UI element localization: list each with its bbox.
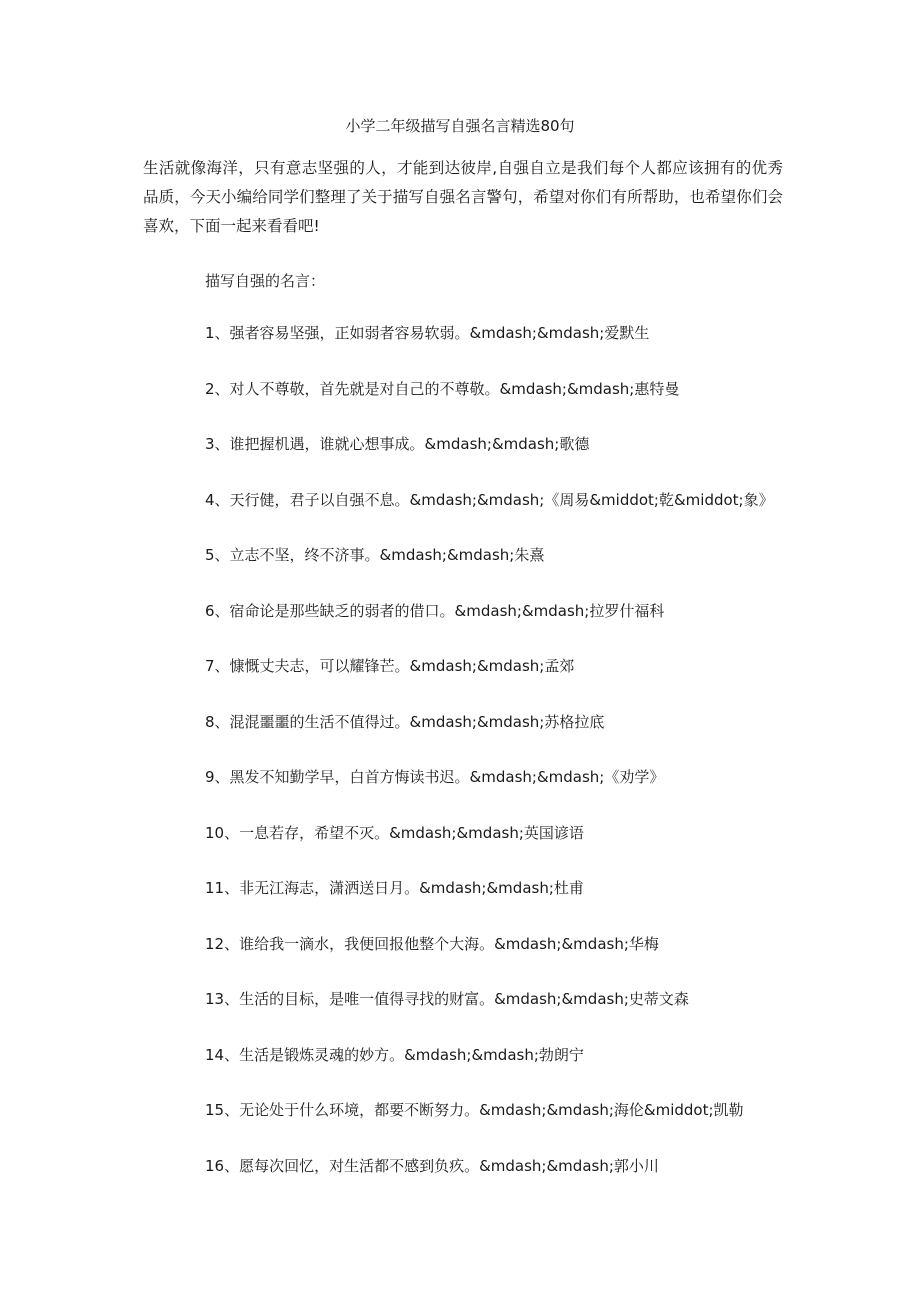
quote-item: 16、愿每次回忆，对生活都不感到负疚。&mdash;&mdash;郭小川 — [205, 1156, 659, 1175]
quote-item: 3、谁把握机遇，谁就心想事成。&mdash;&mdash;歌德 — [205, 435, 590, 453]
quote-item: 6、宿命论是那些缺乏的弱者的借口。&mdash;&mdash;拉罗什福科 — [205, 601, 665, 620]
quote-item: 13、生活的目标，是唯一值得寻找的财富。&mdash;&mdash;史蒂文森 — [205, 990, 689, 1008]
document-title: 小学二年级描写自强名言精选80句 — [345, 117, 575, 135]
intro-paragraph: 生活就像海洋，只有意志坚强的人，才能到达彼岸,自强自立是我们每个人都应该拥有的优秀品质，今天小编给同学们整理了关于描写自强名言警句，希望对你们有所帮助，也希望你们会喜欢，下面一起来看看吧! — [143, 159, 783, 235]
quote-item: 11、非无江海志，潇洒送日月。&mdash;&mdash;杜甫 — [205, 879, 584, 897]
quote-item: 7、慷慨丈夫志，可以耀锋芒。&mdash;&mdash;孟郊 — [205, 657, 575, 675]
quote-item: 2、对人不尊敬，首先就是对自己的不尊敬。&mdash;&mdash;惠特曼 — [205, 379, 680, 398]
quote-item: 4、天行健，君子以自强不息。&mdash;&mdash;《周易&middot;乾&middot;象》 — [205, 490, 774, 509]
quote-item: 1、强者容易坚强，正如弱者容易软弱。&mdash;&mdash;爱默生 — [205, 324, 650, 342]
quote-item: 15、无论处于什么环境，都要不断努力。&mdash;&mdash;海伦&middot;凯勒 — [205, 1101, 744, 1119]
quote-item: 8、混混噩噩的生活不值得过。&mdash;&mdash;苏格拉底 — [205, 712, 605, 731]
quote-item: 5、立志不坚，终不济事。&mdash;&mdash;朱熹 — [205, 546, 545, 564]
quote-list — [205, 322, 774, 1210]
quote-item: 14、生活是锻炼灵魂的妙方。&mdash;&mdash;勃朗宁 — [205, 1045, 584, 1064]
quote-item: 10、一息若存，希望不灭。&mdash;&mdash;英国谚语 — [205, 823, 584, 842]
quote-item: 12、谁给我一滴水，我便回报他整个大海。&mdash;&mdash;华梅 — [205, 934, 659, 953]
quote-item: 9、黑发不知勤学早，白首方悔读书迟。&mdash;&mdash;《劝学》 — [205, 768, 665, 786]
section-heading: 描写自强的名言： — [205, 272, 326, 290]
